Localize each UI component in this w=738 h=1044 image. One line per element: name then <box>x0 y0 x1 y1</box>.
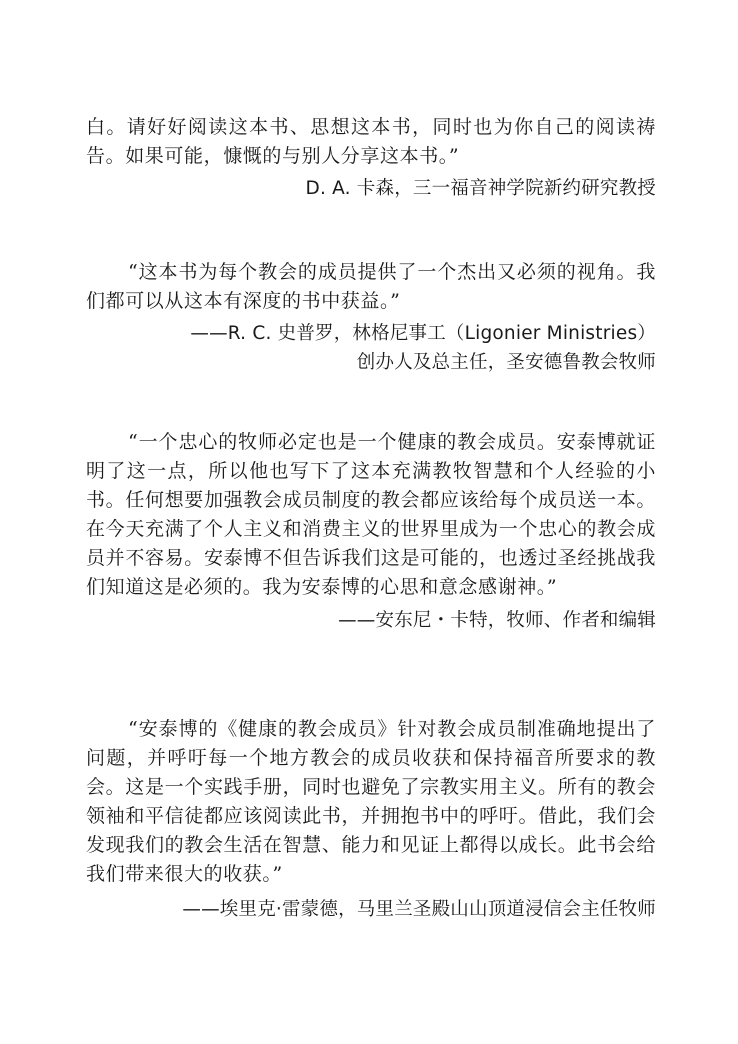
quote-attribution-line-1: ——R. C. 史普罗，林格尼事工（Ligonier Ministries） <box>190 323 656 344</box>
quote-attribution: ——安东尼・卡特，牧师、作者和编辑 <box>338 610 656 631</box>
quote-text: “一个忠心的牧师必定也是一个健康的教会成员。安泰博就证明了这一点，所以他也写下了这本充满教牧智慧和个人经验的小书。任何想要加强教会成员制度的教会都应该给每个成员送一本。在今天充满了个人主义和消费主义的世界里成为一个忠心的教会成员并不容易。安泰博不但告诉我们这是可能的，也透过圣经挑战我们知道这是必须的。我为安泰博的心思和意念感谢神。” <box>86 431 656 598</box>
endorsement-carson <box>86 113 656 203</box>
quote-text: “这本书为每个教会的成员提供了一个杰出又必须的视角。我们都可以从这本有深度的书中获益。” <box>86 261 656 312</box>
quote-text: “安泰博的《健康的教会成员》针对教会成员制准确地提出了问题，并呼吁每一个地方教会的成员收获和保持福音所要求的教会。这是一个实践手册，同时也避免了宗教实用主义。所有的教会领袖和平信徒都应该阅读此书，并拥抱书中的呼吁。借此，我们会发现我们的教会生活在智慧、能力和见证上都得以成长。此书会给我们带来很大的收获。” <box>86 718 656 885</box>
quote-text: 白。请好好阅读这本书、思想这本书，同时也为你自己的阅读祷告。如果可能，慷慨的与别人分享这本书。” <box>86 116 656 167</box>
quote-attribution: ——埃里克·雷蒙德，马里兰圣殿山山顶道浸信会主任牧师 <box>182 899 656 920</box>
endorsement-raymond <box>86 715 656 924</box>
quote-attribution-line-2: 创办人及总主任，圣安德鲁教会牧师 <box>356 352 656 373</box>
endorsement-carter <box>86 428 656 635</box>
endorsement-sproul <box>86 258 656 377</box>
quote-attribution: D. A. 卡森，三一福音神学院新约研究教授 <box>305 178 656 199</box>
